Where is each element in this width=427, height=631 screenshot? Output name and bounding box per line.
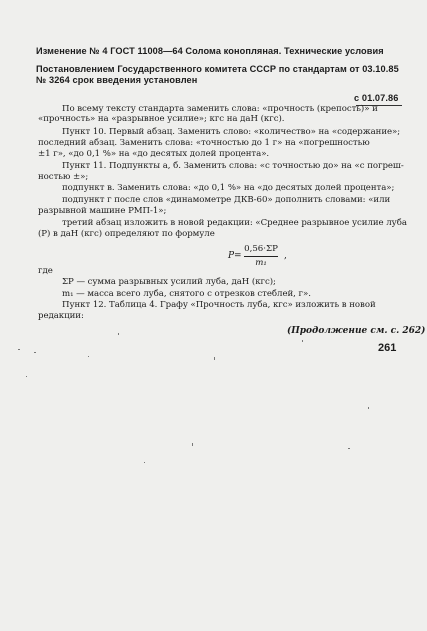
- body-line: ностью ±»;: [38, 172, 89, 182]
- effective-date: с 01.07.86: [354, 93, 399, 103]
- scan-speck: [34, 352, 36, 353]
- scan-speck: [118, 333, 119, 335]
- amendment-title: Изменение № 4 ГОСТ 11008—64 Солома конопляная. Технические условия: [36, 46, 384, 56]
- body-line: подпункт г после слов «динамометре ДКВ-60» дополнить словами: «или: [62, 195, 391, 205]
- continuation-note: (Продолжение см. с. 262): [287, 326, 426, 336]
- body-line: разрывной машине РМП-1»;: [38, 206, 167, 216]
- scan-speck: [88, 356, 89, 357]
- body-line: последний абзац. Заменить слова: «точностью до 1 г» на «погрешностью: [38, 138, 370, 148]
- scan-speck: [144, 462, 145, 463]
- scan-speck: [18, 349, 20, 350]
- fraction-bar: [244, 256, 278, 257]
- formula-comma: ,: [284, 251, 287, 261]
- resolution-line: Постановлением Государственного комитета СССР по стандартам от 03.10.85: [36, 64, 399, 74]
- resolution-number-line: № 3264 срок введения установлен: [36, 75, 198, 85]
- body-line: Пункт 12. Таблица 4. Графу «Прочность луба, кгс» изложить в новой: [62, 300, 376, 310]
- body-line: третий абзац изложить в новой редакции: «Среднее разрывное усилие луба: [62, 218, 407, 228]
- body-line: (P) в даН (кгс) определяют по формуле: [38, 229, 215, 239]
- scan-speck: [192, 443, 193, 446]
- body-line: где: [38, 266, 53, 276]
- body-line: ΣP — сумма разрывных усилий луба, даН (кгс);: [62, 277, 276, 287]
- body-line: ±1 г», «до 0,1 %» на «до десятых долей процента».: [38, 149, 270, 159]
- formula-numerator: 0,56·ΣP: [244, 244, 278, 254]
- page-number: 261: [378, 342, 397, 354]
- body-line: редакции:: [38, 311, 84, 321]
- scan-speck: [26, 376, 27, 377]
- body-line: Пункт 10. Первый абзац. Заменить слово: «количество» на «содержание»;: [62, 127, 401, 137]
- scan-speck: [302, 340, 303, 342]
- body-line: Пункт 11. Подпункты а, б. Заменить слова: «с точностью до» на «с погреш-: [62, 161, 404, 171]
- body-line: «прочность» на «разрывное усилие»; кгс на даН (кгс).: [38, 114, 285, 124]
- scan-speck: [214, 357, 215, 360]
- scan-speck: [348, 448, 350, 449]
- formula-denominator: m₁: [255, 258, 267, 268]
- body-line: m₁ — масса всего луба, снятого с отрезков стеблей, г».: [62, 289, 311, 299]
- formula-lhs: P=: [228, 251, 242, 261]
- scan-speck: [368, 407, 369, 409]
- body-line: подпункт в. Заменить слова: «до 0,1 %» на «до десятых долей процента»;: [62, 183, 395, 193]
- body-line: По всему тексту стандарта заменить слова: «прочность (крепость)» и: [62, 104, 378, 114]
